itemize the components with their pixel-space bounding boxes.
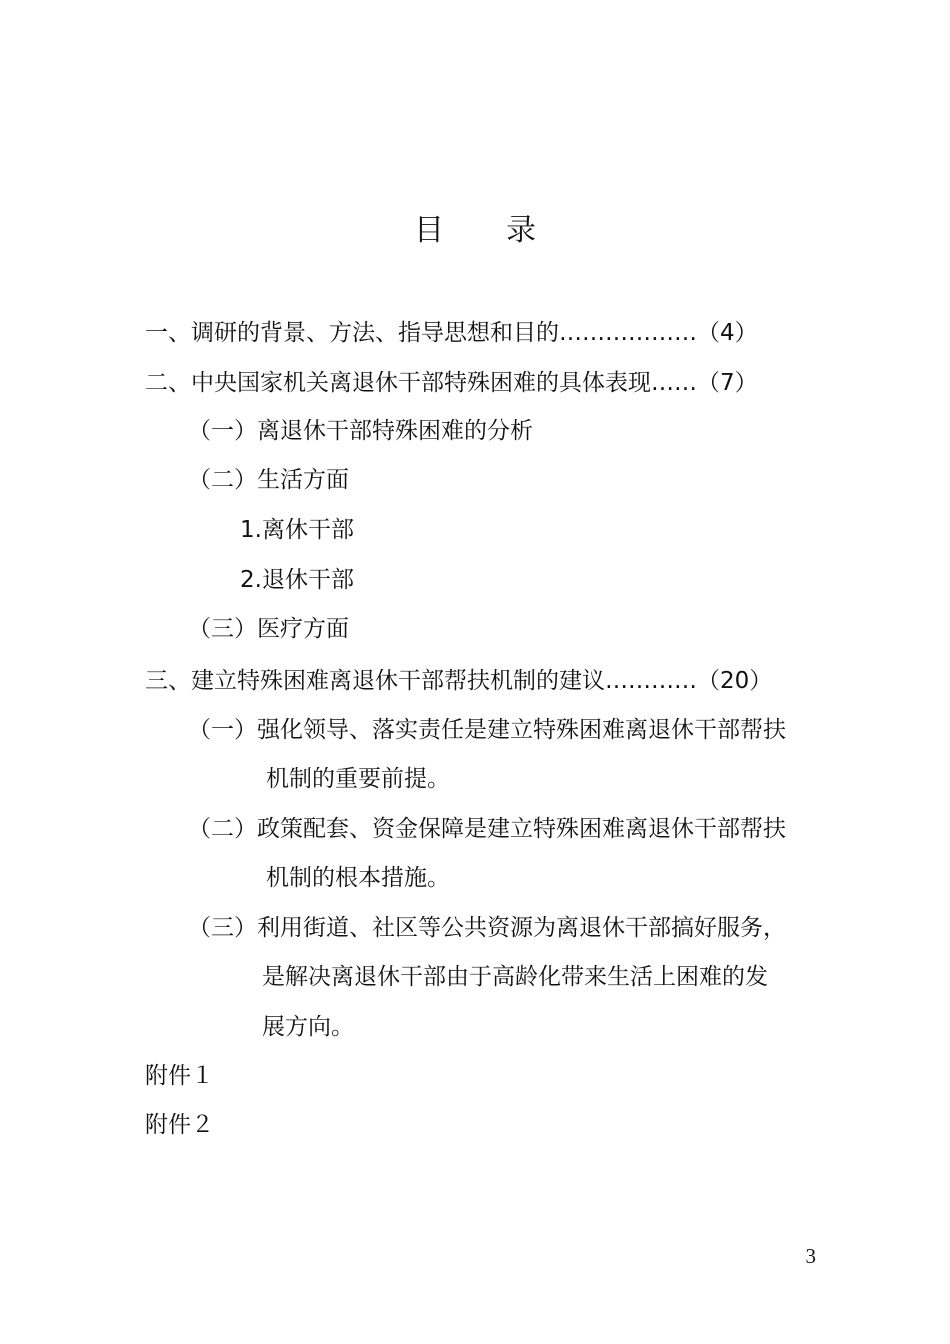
title-char-1: 目 bbox=[414, 213, 444, 248]
toc-section-3: 三、建立特殊困难离退休干部帮扶机制的建议…………（20） bbox=[145, 668, 773, 694]
toc-section-1: 一、调研的背景、方法、指导思想和目的………………（4） bbox=[145, 320, 758, 346]
toc-section-2-2-2: 2.退休干部 bbox=[240, 567, 354, 593]
toc-section-3-1: （一）强化领导、落实责任是建立特殊困难离退休干部帮扶 bbox=[188, 717, 786, 743]
toc-section-3-2: （二）政策配套、资金保障是建立特殊困难离退休干部帮扶 bbox=[188, 816, 786, 842]
toc-section-2-1: （一）离退休干部特殊困难的分析 bbox=[188, 418, 533, 444]
page-number: 3 bbox=[805, 1244, 816, 1268]
toc-section-3-1-cont: 机制的重要前提。 bbox=[266, 766, 450, 792]
title-char-2: 录 bbox=[506, 213, 536, 248]
toc-section-2: 二、中央国家机关离退休干部特殊困难的具体表现……（7） bbox=[145, 370, 758, 396]
toc-title bbox=[0, 205, 950, 249]
toc-section-3-3-cont-2: 展方向。 bbox=[262, 1014, 354, 1040]
toc-section-3-2-cont: 机制的根本措施。 bbox=[266, 865, 450, 891]
toc-section-2-3: （三）医疗方面 bbox=[188, 616, 349, 642]
toc-attachment-2: 附件２ bbox=[145, 1112, 214, 1138]
toc-attachment-1: 附件１ bbox=[145, 1063, 214, 1089]
toc-section-3-3: （三）利用街道、社区等公共资源为离退休干部搞好服务， bbox=[188, 915, 786, 941]
toc-section-2-2: （二）生活方面 bbox=[188, 467, 349, 493]
toc-section-2-2-1: 1.离休干部 bbox=[240, 517, 354, 543]
toc-section-3-3-cont-1: 是解决离退休干部由于高龄化带来生活上困难的发 bbox=[262, 964, 768, 990]
